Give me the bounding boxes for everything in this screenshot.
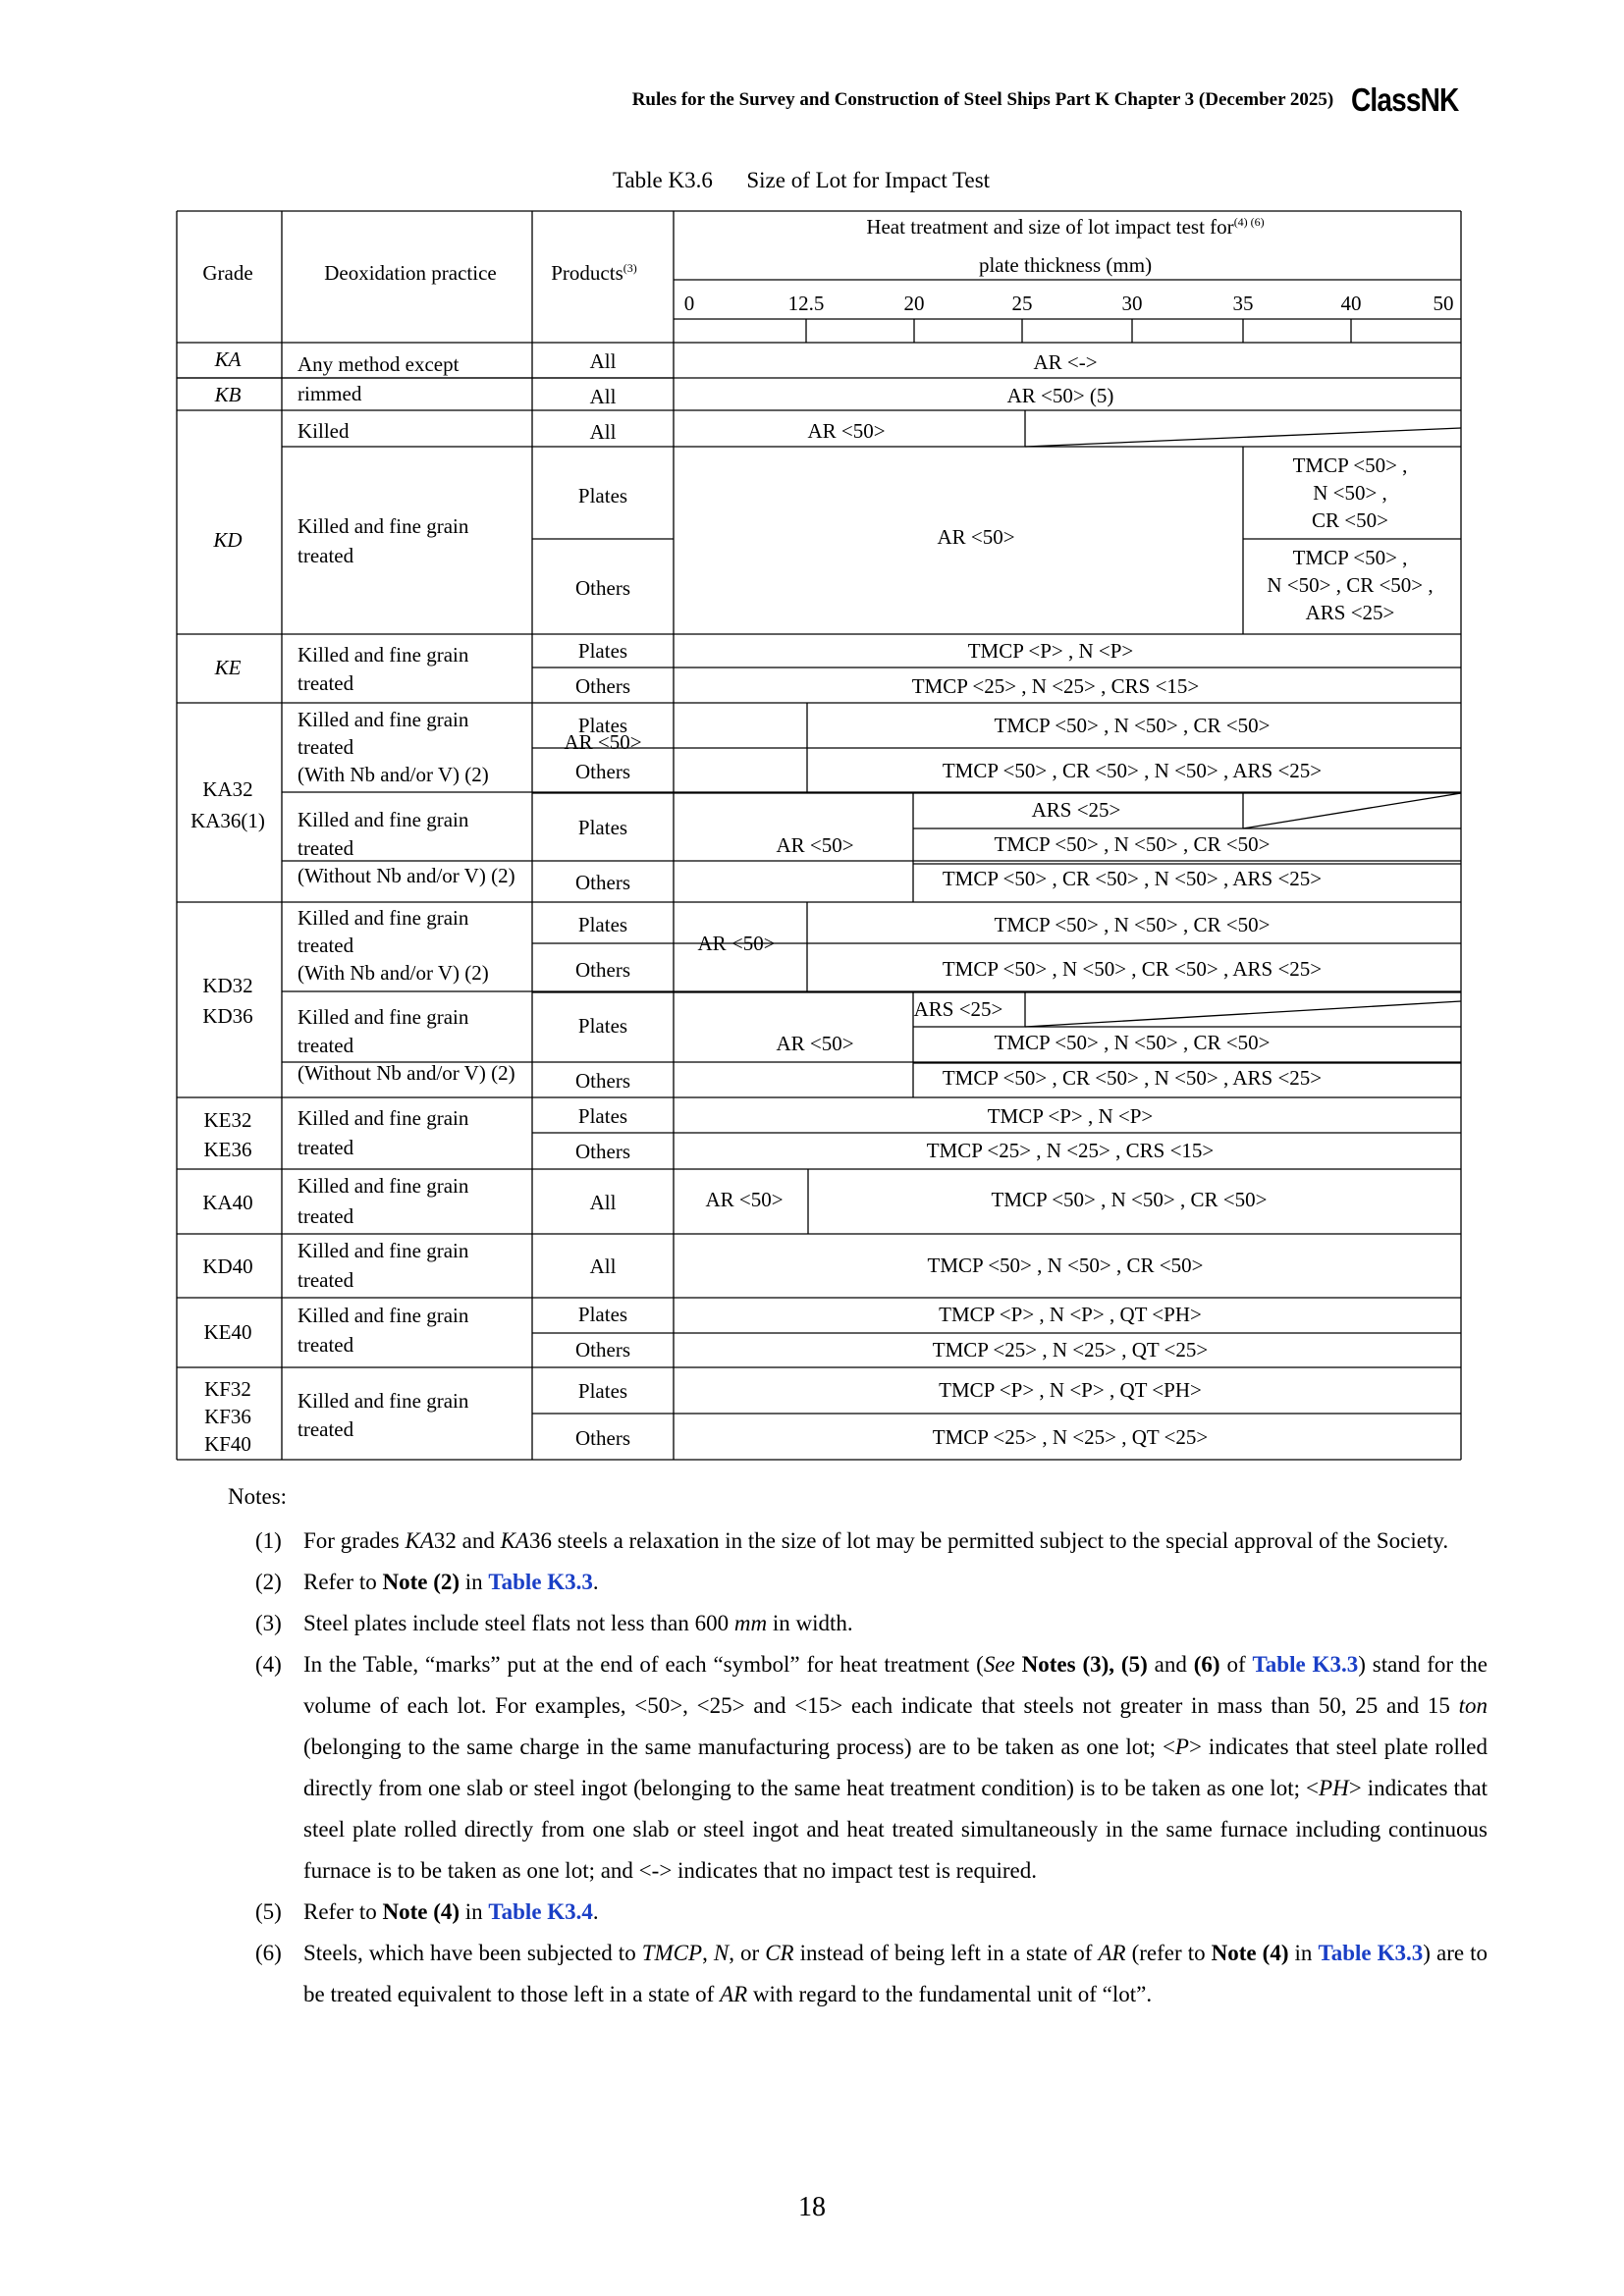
note-text: For grades <box>303 1528 406 1553</box>
table-cell-text: treated <box>298 1136 354 1159</box>
classnk-logo: ClassNK <box>1351 81 1459 118</box>
note-number: (4) <box>255 1652 282 1677</box>
note-text: ton <box>1458 1693 1488 1718</box>
note-text: TMCP <box>641 1941 703 1965</box>
note-text: N <box>713 1941 730 1965</box>
not-applicable-diagonal <box>1025 1001 1461 1027</box>
table-cell-text: Others <box>575 674 630 698</box>
note-number: (6) <box>255 1941 282 1965</box>
table-cell-text: KD40 <box>202 1255 253 1278</box>
table-cell-text: Killed and fine grain <box>298 514 469 538</box>
table-k3-3-link[interactable]: Table K3.3 <box>1318 1941 1424 1965</box>
table-cell-text: Plates <box>577 639 628 663</box>
note-text: 36 steels a relaxation in the size of lot may be permitted subject to the special approval of the Society. <box>528 1528 1449 1553</box>
header-heat-note: (4) (6) <box>1233 215 1265 229</box>
table-cell-text: All <box>589 1255 617 1278</box>
header-plate-thickness: plate thickness (mm) <box>978 253 1153 277</box>
thickness-tick-label: 0 <box>683 292 695 315</box>
table-cell-text: Others <box>575 871 630 894</box>
note-text: In the Table, “marks” put at the end of each “symbol” for heat treatment ( <box>303 1652 984 1677</box>
table-cell-text: AR <50> <box>776 833 854 857</box>
not-applicable-diagonal <box>1025 428 1461 447</box>
table-cell-text: TMCP <25> , N <25> , QT <25> <box>932 1338 1209 1362</box>
table-cell-text: KD36 <box>202 1004 253 1028</box>
note-text: KA <box>500 1528 529 1553</box>
table-cell-text: Killed and fine grain <box>298 643 469 667</box>
table-cell-text: TMCP <50> , N <50> , CR <50> , ARS <25> <box>942 957 1323 981</box>
table-cell-text: treated <box>298 1417 354 1441</box>
note-text: 32 and <box>433 1528 501 1553</box>
table-number: Table K3.6 <box>613 168 713 192</box>
table-cell-text: treated <box>298 671 354 695</box>
notes-list <box>255 1521 1488 2015</box>
table-cell-text: AR <50> <box>564 730 642 754</box>
note-text: (6) <box>1193 1652 1220 1677</box>
table-cell-text: rimmed <box>298 382 362 405</box>
table-cell-text: (With Nb and/or V) (2) <box>298 763 489 786</box>
table-cell-text: treated <box>298 544 354 567</box>
note-text: , or <box>729 1941 766 1965</box>
page-number: 18 <box>798 2192 826 2222</box>
table-cell-text: ARS <25> <box>1305 601 1395 624</box>
table-cell-text: AR <50> <box>807 419 886 443</box>
table-cell-text: TMCP <25> , N <25> , QT <25> <box>932 1425 1209 1449</box>
table-cell-text: KA36(1) <box>190 809 265 832</box>
note-text: . <box>592 1570 599 1594</box>
table-cell-text: Killed and fine grain <box>298 1005 469 1029</box>
thickness-tick-label: 40 <box>1340 292 1362 315</box>
table-cell-text: Others <box>575 1140 630 1163</box>
thickness-tick-label: 30 <box>1121 292 1143 315</box>
table-cell-text: treated <box>298 836 354 860</box>
note-text <box>1015 1652 1022 1677</box>
table-cell-text: Plates <box>577 1303 628 1326</box>
table-cell-text: KD <box>213 528 243 552</box>
table-cell-text: Killed and fine grain <box>298 808 469 831</box>
table-k3-4-link[interactable]: Table K3.4 <box>488 1899 593 1924</box>
table-cell-text: Killed and fine grain <box>298 708 469 731</box>
note-text: in <box>460 1570 489 1594</box>
note-text: in <box>1288 1941 1319 1965</box>
table-cell-text: TMCP <25> , N <25> , CRS <15> <box>926 1139 1215 1162</box>
table-k3-3-link[interactable]: Table K3.3 <box>1252 1652 1359 1677</box>
table-title: Size of Lot for Impact Test <box>746 168 991 192</box>
table-cell-text: Plates <box>577 1104 628 1128</box>
table-cell-text: TMCP <P> , N <P> <box>987 1104 1154 1128</box>
table-k3-3-link[interactable]: Table K3.3 <box>488 1570 593 1594</box>
table-text <box>202 215 1264 285</box>
table-cell-text: Killed <box>298 419 350 443</box>
table-cell-text: TMCP <P> , N <P> <box>967 639 1134 663</box>
table-cell-text: All <box>589 420 617 444</box>
table-cell-text: KF40 <box>204 1432 251 1456</box>
table-cell-text: TMCP <50> , N <50> , CR <50> <box>994 714 1271 737</box>
table-cell-text: Others <box>575 958 630 982</box>
table-cell-text: Others <box>575 1338 630 1362</box>
note-text: ) are to be treated equivalent to those left in a state of <box>303 1941 1488 2006</box>
table-cell-text: TMCP <25> , N <25> , CRS <15> <box>911 674 1200 698</box>
table-cell-text: ARS <25> <box>913 997 1003 1021</box>
header-products <box>551 261 637 285</box>
table-cell-text: TMCP <50> , CR <50> , N <50> , ARS <25> <box>942 867 1323 890</box>
table-cell-text: Plates <box>577 714 628 737</box>
note-text: Refer to <box>303 1899 383 1924</box>
note-text: Note (4) <box>382 1899 460 1924</box>
header-products-note: (3) <box>623 261 637 275</box>
table-cell-text: treated <box>298 934 354 957</box>
header-deoxidation: Deoxidation practice <box>324 261 497 285</box>
thickness-tick-label: 50 <box>1433 292 1454 315</box>
table-cell-text: All <box>589 349 617 373</box>
table-cell-text: TMCP <50> , N <50> , CR <50> <box>994 913 1271 936</box>
note-text: PH <box>1319 1776 1349 1800</box>
table-cell-text: Plates <box>577 1379 628 1403</box>
note-text: with regard to the fundamental unit of “lot”. <box>747 1982 1153 2006</box>
table-cell-text: Killed and fine grain <box>298 1304 469 1327</box>
table-cell-text: Others <box>575 1069 630 1093</box>
table-cell-text: treated <box>298 735 354 759</box>
table-cell-text: Others <box>575 1426 630 1450</box>
table-cell-text: KE32 <box>203 1108 252 1132</box>
table-cell-text: Killed and fine grain <box>298 1389 469 1413</box>
note-3 <box>255 1603 1488 1644</box>
note-text: and <box>1147 1652 1194 1677</box>
table-cell-text: All <box>589 1191 617 1214</box>
note-text: Note (4) <box>1211 1941 1289 1965</box>
note-text: AR <box>720 1982 748 2006</box>
header-products-label: Products <box>551 261 623 285</box>
note-text: CR <box>765 1941 794 1965</box>
table-cell-text: N <50> , <box>1313 481 1387 505</box>
note-text: . <box>592 1899 599 1924</box>
note-text: mm <box>733 1611 768 1635</box>
header-heat-label: Heat treatment and size of lot impact test for <box>866 215 1234 239</box>
table-cell-text: KA <box>214 347 242 371</box>
table-cell-text: Killed and fine grain <box>298 1174 469 1198</box>
table-cell-text: TMCP <50> , <box>1292 454 1408 477</box>
note-text: Refer to <box>303 1570 383 1594</box>
note-text: P <box>1174 1735 1189 1759</box>
note-text: AR <box>1098 1941 1126 1965</box>
note-text: instead of being left in a state of <box>793 1941 1099 1965</box>
thickness-tick-label: 12.5 <box>787 292 825 315</box>
table-cell-text: TMCP <50> , N <50> , CR <50> <box>994 832 1271 856</box>
note-text: , <box>702 1941 714 1965</box>
note-text: Notes (3), (5) <box>1021 1652 1148 1677</box>
table-cell-text: Killed and fine grain <box>298 906 469 930</box>
table-cell-text: treated <box>298 1333 354 1357</box>
header-grade: Grade <box>202 261 253 285</box>
note-1 <box>255 1521 1488 1562</box>
thickness-tick-label: 25 <box>1011 292 1033 315</box>
thickness-tick-label: 35 <box>1232 292 1254 315</box>
table-cell-text: Others <box>575 760 630 783</box>
note-text: KA <box>405 1528 434 1553</box>
table-cell-text: AR <-> <box>1033 350 1098 374</box>
table-cell-text: treated <box>298 1034 354 1057</box>
table-cell-text: Plates <box>577 484 628 507</box>
note-5 <box>255 1892 1488 1933</box>
note-4 <box>255 1644 1488 1892</box>
table-cell-text: TMCP <50> , N <50> , CR <50> <box>994 1031 1271 1054</box>
note-text: See <box>983 1652 1015 1677</box>
table-cell-text: KE36 <box>203 1138 252 1161</box>
note-text: in <box>460 1899 489 1924</box>
table-cell-text: KA32 <box>202 777 253 801</box>
table-cell-text: KF36 <box>204 1405 251 1428</box>
table-cell-text: TMCP <50> , N <50> , CR <50> <box>991 1188 1268 1211</box>
table-cell-text: TMCP <50> , N <50> , CR <50> <box>927 1254 1204 1277</box>
note-text: in width. <box>767 1611 853 1635</box>
not-applicable-diagonal <box>1243 793 1461 828</box>
note-text: > indicates that steel plate rolled directly from one slab or steel ingot (belonging to the same heat treatment condition) is to be taken as one lot; < <box>303 1735 1488 1800</box>
note-text: (refer to <box>1125 1941 1212 1965</box>
note-number: (1) <box>255 1528 282 1553</box>
note-text: > indicates that steel plate rolled directly from one slab or steel ingot and heat treated simultaneously in the same furnace including continuous furnace is to be taken as one lot; and <-> indicates that no impact test is required. <box>303 1776 1488 1883</box>
table-cell-text: KB <box>214 383 242 406</box>
note-text: Steels, which have been subjected to <box>303 1941 642 1965</box>
table-cell-text: AR <50> <box>705 1188 784 1211</box>
table-cell-text: KF32 <box>204 1377 251 1401</box>
table-cell-text: CR <50> <box>1312 508 1388 532</box>
table-cell-text: All <box>589 385 617 408</box>
header-heat-treatment <box>866 215 1264 239</box>
table-cell-text: Others <box>575 576 630 600</box>
note-text: Note (2) <box>382 1570 460 1594</box>
table-cell-text: AR <50> <box>776 1032 854 1055</box>
table-cell-text: (Without Nb and/or V) (2) <box>298 1061 515 1085</box>
table-cell-text: Plates <box>577 913 628 936</box>
table-cell-text: TMCP <50> , <box>1292 546 1408 569</box>
table-cell-text: KD32 <box>202 974 253 997</box>
table-cell-text: KE <box>214 656 242 679</box>
note-number: (2) <box>255 1570 282 1594</box>
table-cell-text: AR <50> <box>697 932 776 955</box>
table-cell-text: TMCP <P> , N <P> , QT <PH> <box>939 1303 1202 1326</box>
table-cell-text: Killed and fine grain <box>298 1106 469 1130</box>
table-cell-text: N <50> , CR <50> , <box>1267 573 1434 597</box>
table-cell-text: TMCP <50> , CR <50> , N <50> , ARS <25> <box>942 759 1323 782</box>
table-cell-text: Plates <box>577 816 628 839</box>
table-cell-text: AR <50> <box>937 525 1015 549</box>
table-cell-text: (Without Nb and/or V) (2) <box>298 864 515 887</box>
table-cell-text: TMCP <P> , N <P> , QT <PH> <box>939 1378 1202 1402</box>
table-cell-text: (With Nb and/or V) (2) <box>298 961 489 985</box>
table-cell-text: KA40 <box>202 1191 253 1214</box>
header-title: Rules for the Survey and Construction of Steel Ships Part K Chapter 3 (December 2025) <box>631 89 1334 110</box>
note-text: (belonging to the same charge in the same manufacturing process) are to be taken as one lot; < <box>303 1735 1175 1759</box>
table-cell-text: Plates <box>577 1014 628 1038</box>
note-text: ) stand for the volume of each lot. For examples, <50>, <25> and <15> each indicate that steels not greater in mass than 50, 25 and 15 <box>303 1652 1489 1718</box>
table-cell-text: AR <50> (5) <box>1006 384 1114 407</box>
note-number: (5) <box>255 1899 282 1924</box>
thickness-tick-label: 20 <box>903 292 925 315</box>
note-number: (3) <box>255 1611 282 1635</box>
note-2 <box>255 1562 1488 1603</box>
table-cell-text: Any method except <box>298 352 460 376</box>
table-cell-text: KE40 <box>203 1320 252 1344</box>
table-cell-text: treated <box>298 1268 354 1292</box>
table-cell-text: TMCP <50> , CR <50> , N <50> , ARS <25> <box>942 1066 1323 1090</box>
table-cell-text: Killed and fine grain <box>298 1239 469 1262</box>
table-cell-text: treated <box>298 1204 354 1228</box>
note-text: of <box>1219 1652 1253 1677</box>
note-text: Steel plates include steel flats not less than 600 <box>303 1611 734 1635</box>
thickness-scale <box>684 292 1454 315</box>
notes-heading: Notes: <box>228 1484 288 1509</box>
note-6 <box>255 1933 1488 2015</box>
table-cell-text: ARS <25> <box>1031 798 1121 822</box>
